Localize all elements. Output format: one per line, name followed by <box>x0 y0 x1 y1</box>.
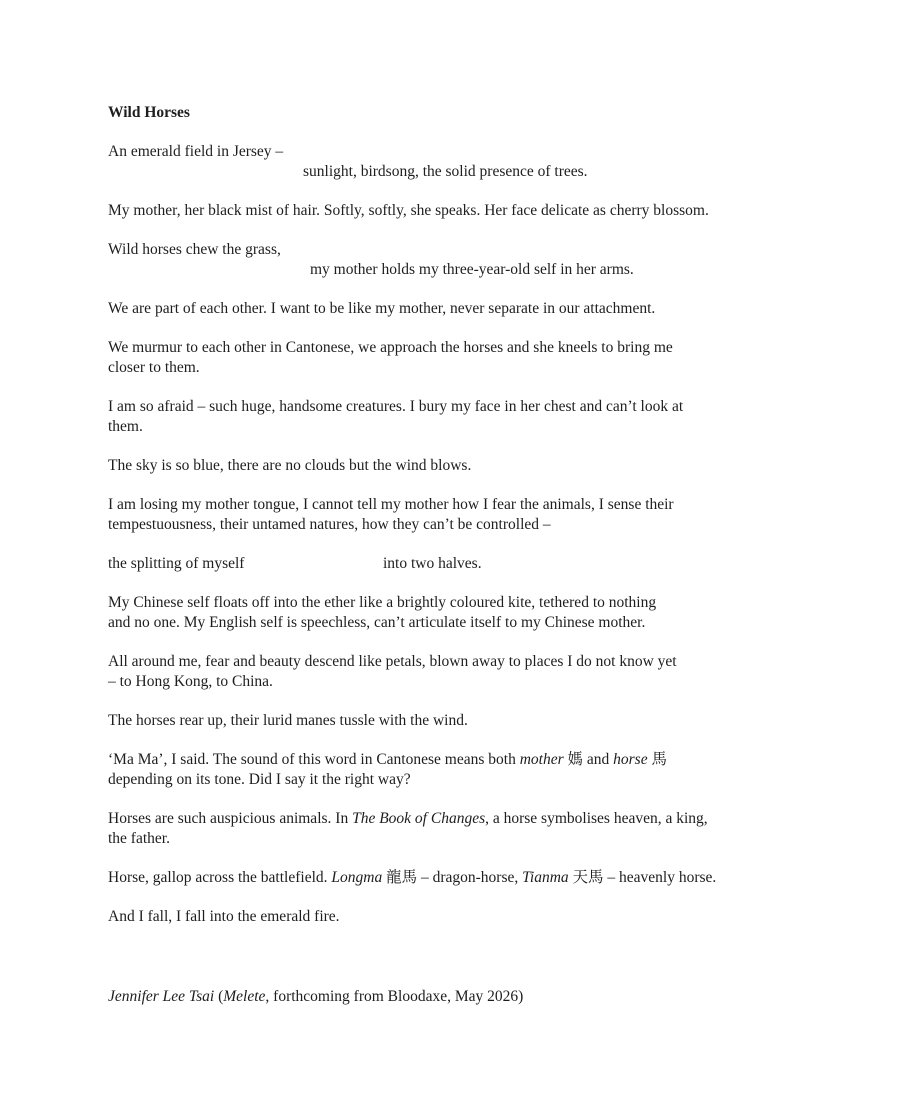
poem-text: I am losing my mother tongue, I cannot tell my mother how I fear the animals, I sense their <box>108 496 674 513</box>
poem-text: We are part of each other. I want to be like my mother, never separate in our attachment. <box>108 300 656 317</box>
poem-line <box>108 142 828 162</box>
poem-text: depending on its tone. Did I say it the right way? <box>108 771 411 788</box>
poem-text-italic: Melete <box>223 988 266 1005</box>
poem-text: , forthcoming from Bloodaxe, May 2026) <box>265 988 524 1005</box>
poem-text: We murmur to each other in Cantonese, we approach the horses and she kneels to bring me <box>108 339 673 356</box>
poem-text: The horses rear up, their lurid manes tussle with the wind. <box>108 712 468 729</box>
poem-paragraph <box>108 750 828 790</box>
poem-paragraph <box>108 397 828 437</box>
poem-paragraph <box>108 809 828 849</box>
poem-line <box>108 495 828 515</box>
poem-paragraph <box>108 495 828 535</box>
poem-text: My mother, her black mist of hair. Softly, softly, she speaks. Her face delicate as cherry blossom. <box>108 202 709 219</box>
poem-line <box>108 829 828 849</box>
poem-text: Wild horses chew the grass, <box>108 241 281 258</box>
poem-paragraph <box>108 201 828 221</box>
poem-text: Horses are such auspicious animals. In <box>108 810 353 827</box>
poem-paragraph <box>108 652 828 692</box>
poem-line <box>108 593 828 613</box>
poem-body <box>108 142 828 927</box>
poem-paragraph <box>108 907 828 927</box>
poem-text: And I fall, I fall into the emerald fire. <box>108 908 340 925</box>
poem-text-italic: horse <box>613 751 648 768</box>
poem <box>108 103 828 1007</box>
poem-paragraph <box>108 593 828 633</box>
poem-title: Wild Horses <box>108 104 190 121</box>
poem-line <box>108 162 828 182</box>
poem-line <box>108 299 828 319</box>
poem-line <box>108 554 828 574</box>
poem-line <box>108 240 828 260</box>
poem-text: the father. <box>108 830 170 847</box>
poem-line <box>108 397 828 417</box>
poem-line <box>108 417 828 437</box>
poem-line <box>108 907 828 927</box>
poem-text: into two halves. <box>383 555 482 572</box>
poem-text: ( <box>214 988 224 1005</box>
poem-line <box>108 260 828 280</box>
poem-line <box>108 711 828 731</box>
poem-line <box>108 456 828 476</box>
poem-text: 馬 <box>647 751 667 768</box>
poem-text-italic: mother <box>519 751 564 768</box>
poem-paragraph <box>108 299 828 319</box>
poem-text: ‘Ma Ma’, I said. The sound of this word in Cantonese means both <box>108 751 520 768</box>
poem-paragraph <box>108 456 828 476</box>
poem-text: I am so afraid – such huge, handsome creatures. I bury my face in her chest and can’t look at <box>108 398 684 415</box>
poem-line <box>108 652 828 672</box>
poem-text: them. <box>108 418 143 435</box>
poem-line <box>108 358 828 378</box>
poem-text-italic: Jennifer Lee Tsai <box>108 988 215 1005</box>
poem-line <box>108 201 828 221</box>
poem-text: , a horse symbolises heaven, a king, <box>485 810 708 827</box>
poem-text: 媽 and <box>563 751 614 768</box>
poem-line <box>108 809 828 829</box>
poem-line <box>108 770 828 790</box>
poem-line <box>108 672 828 692</box>
poem-text: the splitting of myself <box>108 555 245 572</box>
poem-paragraph <box>108 868 828 888</box>
poem-text: 龍馬 – dragon-horse, <box>382 869 523 886</box>
poem-text: My Chinese self floats off into the ether like a brightly coloured kite, tethered to nothing <box>108 594 657 611</box>
poem-paragraph <box>108 240 828 280</box>
poem-text: tempestuousness, their untamed natures, how they can’t be controlled – <box>108 516 551 533</box>
poem-text: and no one. My English self is speechless, can’t articulate itself to my Chinese mother. <box>108 614 646 631</box>
poem-text: closer to them. <box>108 359 200 376</box>
poem-line <box>108 515 828 535</box>
poem-text: All around me, fear and beauty descend like petals, blown away to places I do not know yet <box>108 653 677 670</box>
poem-text: – to Hong Kong, to China. <box>108 673 273 690</box>
attribution-line <box>108 987 828 1007</box>
poem-line <box>108 750 828 770</box>
poem-text: The sky is so blue, there are no clouds but the wind blows. <box>108 457 472 474</box>
poem-paragraph <box>108 554 828 574</box>
poem-paragraph <box>108 711 828 731</box>
poem-line <box>108 868 828 888</box>
poem-line <box>108 338 828 358</box>
poem-paragraph <box>108 338 828 378</box>
poem-text: sunlight, birdsong, the solid presence of trees. <box>303 163 588 180</box>
poem-text: 天馬 – heavenly horse. <box>568 869 717 886</box>
poem-text: An emerald field in Jersey – <box>108 143 284 160</box>
poem-line <box>108 613 828 633</box>
poem-text-italic: Tianma <box>522 869 569 886</box>
poem-text-italic: The Book of Changes <box>352 810 486 827</box>
poem-text: Horse, gallop across the battlefield. <box>108 869 332 886</box>
poem-text-italic: Longma <box>331 869 383 886</box>
poem-paragraph <box>108 142 828 182</box>
poem-text: my mother holds my three-year-old self in her arms. <box>310 261 634 278</box>
